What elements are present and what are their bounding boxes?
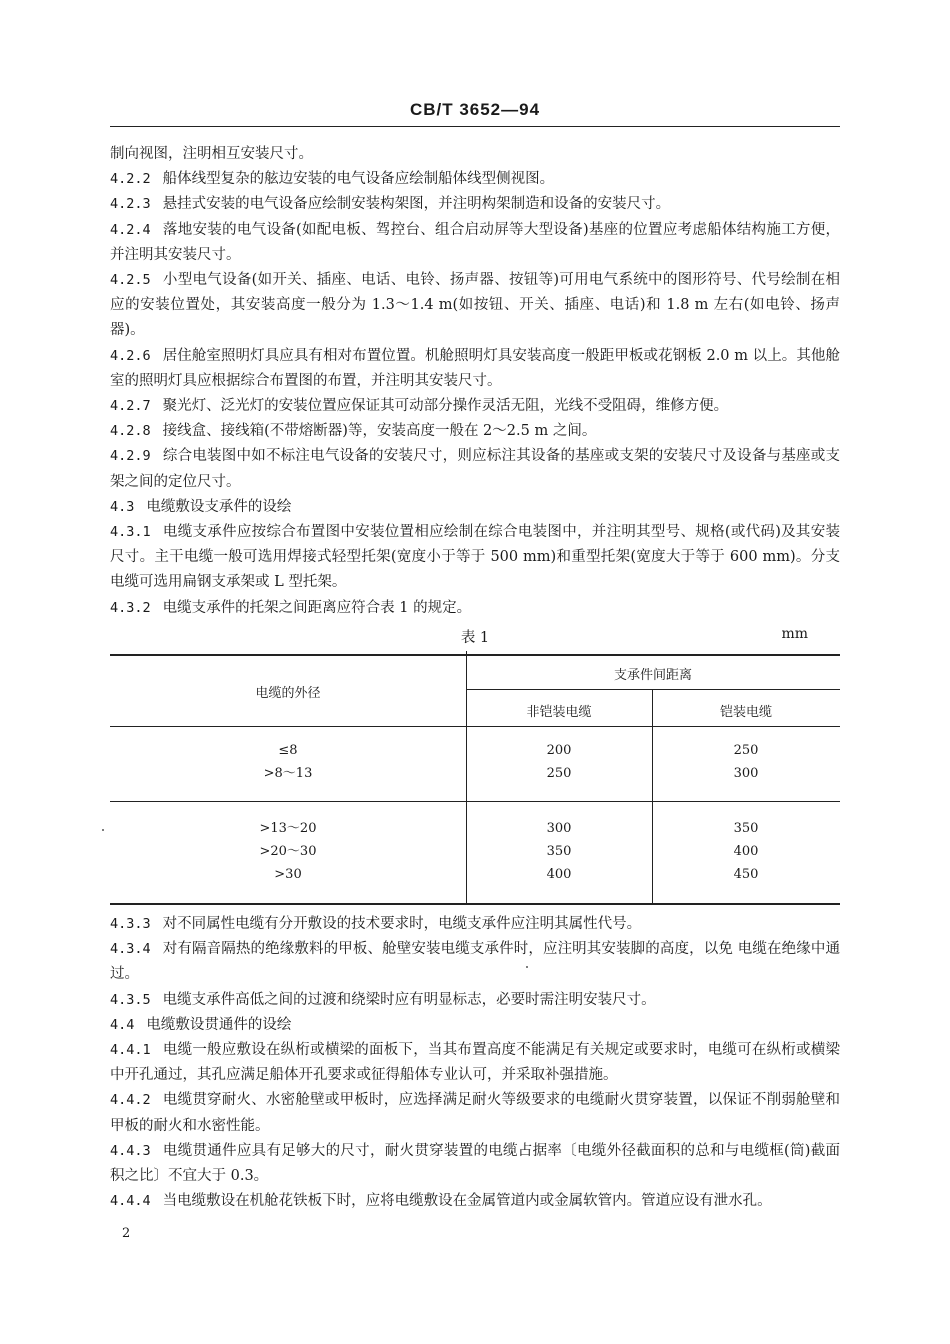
table-cell-unarmored [466, 739, 652, 785]
header-rule [110, 126, 840, 127]
paragraph: 4.4.2 电缆贯穿耐火、水密舱壁或甲板时，应选择满足耐火等级要求的电缆耐火贯穿装置，以保证不削弱舱壁和甲板的耐火和水密性能。 [110, 1092, 840, 1134]
section-heading: 4.3 电缆敷设支承件的设绘 [110, 498, 292, 515]
paragraph: 4.3.2 电缆支承件的托架之间距离应符合表 1 的规定。 [110, 599, 472, 616]
table-row: >30 [274, 867, 302, 882]
table-unit: mm [781, 626, 808, 642]
table-row: 450 [733, 867, 759, 882]
paragraph: 4.4.3 电缆贯通件应具有足够大的尺寸，耐火贯穿装置的电缆占据率〔电缆外径截面积的总和与电缆框(筒)截面积之比〕不宜大于 0.3。 [110, 1142, 840, 1185]
paragraph: 4.3.4 对有隔音隔热的绝缘敷料的甲板、舱壁安装电缆支承件时，应注明其安装脚的高度，以免 电缆在绝缘中通过。 [110, 941, 840, 983]
table-cell-diameter [110, 739, 466, 785]
scan-speck [526, 966, 528, 968]
table-section-rule [110, 801, 840, 802]
paragraph: 4.2.8 接线盒、接线箱(不带熔断器)等，安装高度一般在 2～2.5 m 之间。 [110, 423, 597, 440]
body-text-bottom [110, 912, 840, 1214]
paragraph: 4.3.5 电缆支承件高低之间的过渡和绕梁时应有明显标志，必要时需注明安装尺寸。 [110, 991, 656, 1008]
paragraph: 4.2.7 聚光灯、泛光灯的安装位置应保证其可动部分操作灵活无阻，光线不受阻碍，维修方便。 [110, 398, 729, 415]
table-row: 300 [546, 821, 572, 836]
table-row: >13～20 [259, 821, 317, 836]
table-cell-unarmored [466, 817, 652, 886]
table-row: 200 [546, 743, 572, 758]
paragraph: 4.3.3 对不同属性电缆有分开敷设的技术要求时，电缆支承件应注明其属性代号。 [110, 916, 642, 932]
paragraph: 制向视图，注明相互安装尺寸。 [110, 146, 313, 162]
paragraph: 4.2.5 小型电气设备(如开关、插座、电话、电铃、扬声器、按钮等)可用电气系统中的图形符号、代号绘制在相应的安装位置处，其安装高度一般分为 1.3～1.4 m(如按钮、开关、插座、电话)和 1.8 m 左右(如电铃、扬声器)。 [110, 272, 840, 339]
table-row: 350 [733, 821, 759, 836]
table-bottom-rule [110, 903, 840, 905]
table-cell-armored [652, 739, 840, 785]
table-row: ≤8 [278, 743, 298, 758]
paragraph: 4.2.3 悬挂式安装的电气设备应绘制安装构架图，并注明构架制造和设备的安装尺寸。 [110, 196, 671, 213]
paragraph: 4.4.1 电缆一般应敷设在纵桁或横梁的面板下，当其布置高度不能满足有关规定或要求时，电缆可在纵桁或横梁中开孔通过，其孔应满足船体开孔要求或征得船体专业认可，并采取补强措施。 [110, 1042, 840, 1084]
paragraph: 4.2.6 居住舱室照明灯具应具有相对布置位置。机舱照明灯具安装高度一般距甲板或花钢板 2.0 m 以上。其他舱室的照明灯具应根据综合布置图的布置，并注明其安装尺寸。 [110, 347, 840, 389]
section-heading: 4.4 电缆敷设贯通件的设绘 [110, 1016, 292, 1033]
col-header-diameter: 电缆的外径 [255, 686, 321, 701]
paragraph: 4.2.4 落地安装的电气设备(如配电板、驾控台、组合启动屏等大型设备)基座的位置应考虑船体结构施工方便，并注明其安装尺寸。 [110, 221, 840, 263]
table-row: >8～13 [263, 766, 313, 781]
table-title: 表 1 [460, 630, 490, 646]
table-row: >20～30 [259, 844, 317, 859]
page-number: 2 [122, 1226, 131, 1241]
col-header-armored: 铠装电缆 [719, 705, 772, 720]
paragraph: 4.2.2 船体线型复杂的舷边安装的电气设备应绘制船体线型侧视图。 [110, 171, 555, 188]
col-header-spacing: 支承件间距离 [613, 668, 692, 683]
table-row: 350 [546, 844, 572, 859]
paragraph: 4.3.1 电缆支承件应按综合布置图中安装位置相应绘制在综合电装图中，并注明其型号、规格(或代码)及其安装尺寸。主干电缆一般可选用焊接式轻型托架(宽度小于等于 500 mm)和重型托架(宽度大于等于 600 mm)。分支电缆可选用扁钢支承架或 L 型托架。 [110, 524, 840, 591]
table-row: 300 [733, 766, 759, 781]
table-row: 400 [733, 844, 759, 859]
scan-speck [102, 829, 104, 831]
table-header-rule [110, 726, 840, 727]
page-header-code: CB/T 3652—94 [409, 100, 541, 119]
col-header-unarmored: 非铠装电缆 [526, 705, 592, 720]
table-top-rule [110, 654, 840, 656]
table-cell-diameter [110, 817, 466, 886]
spacing-table [110, 651, 840, 905]
table-group-rule [466, 689, 840, 690]
table-cell-armored [652, 817, 840, 886]
table-caption [110, 626, 840, 650]
body-text-top [110, 142, 840, 621]
table-row: 250 [733, 743, 759, 758]
paragraph: 4.4.4 当电缆敷设在机舱花铁板下时，应将电缆敷设在金属管道内或金属软管内。管道应设有泄水孔。 [110, 1193, 772, 1210]
table-row: 400 [546, 867, 572, 882]
table-row: 250 [546, 766, 572, 781]
paragraph: 4.2.9 综合电装图中如不标注电气设备的安装尺寸，则应标注其设备的基座或支架的安装尺寸及设备与基座或支架之间的定位尺寸。 [110, 448, 840, 490]
